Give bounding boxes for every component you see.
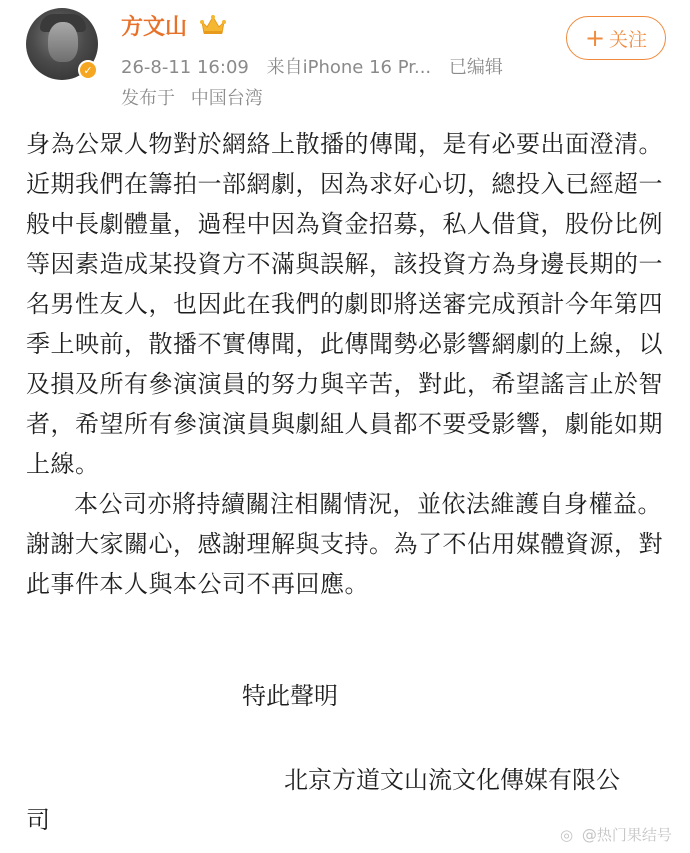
location-prefix: 发布于 <box>121 88 175 109</box>
company-name-tail: 司 <box>26 806 50 834</box>
statement-title: 特此聲明 <box>242 682 338 710</box>
post-time: 26-8-11 16:09 <box>121 57 249 78</box>
username[interactable]: 方文山 <box>121 15 188 40</box>
paragraph-1: 身為公眾人物對於網絡上散播的傳聞，是有必要出面澄清。近期我們在籌拍一部網劇，因為求好心切，總投入已經超一般中長劇體量，過程中因為資金招募，私人借貸，股份比例等因素造成某投資方不滿與誤解，該投資方為身邊長期的一名男性友人，也因此在我們的劇即將送審完成預計今年第四季上映前，散播不實傳聞，此傳聞勢必影響網劇的上線，以及損及所有參演演員的努力與辛苦，對此，希望謠言止於智者，希望所有參演演員與劇組人員都不要受影響，劇能如期上線。 <box>26 130 663 478</box>
company-name: 北京方道文山流文化傳媒有限公 <box>284 766 620 794</box>
verified-badge-icon: ✓ <box>78 60 98 80</box>
follow-button[interactable] <box>566 16 666 60</box>
plus-icon: + <box>584 24 606 52</box>
post-location <box>121 84 273 110</box>
crown-icon <box>200 14 226 36</box>
weibo-icon: ◎ <box>560 826 574 844</box>
post-meta <box>121 53 515 79</box>
post-source[interactable]: 来自iPhone 16 Pr... <box>266 57 432 78</box>
location-place: 中国台湾 <box>190 88 263 109</box>
follow-label: 关注 <box>609 28 648 51</box>
edited-label[interactable]: 已编辑 <box>448 57 503 78</box>
avatar-face <box>48 22 78 62</box>
watermark <box>560 824 672 845</box>
post-content <box>26 124 666 604</box>
paragraph-2: 本公司亦將持續關注相關情況，並依法維護自身權益。謝謝大家關心，感謝理解與支持。為了不佔用媒體資源，對此事件本人與本公司不再回應。 <box>26 490 663 598</box>
watermark-text: @热门果结号 <box>581 826 672 844</box>
